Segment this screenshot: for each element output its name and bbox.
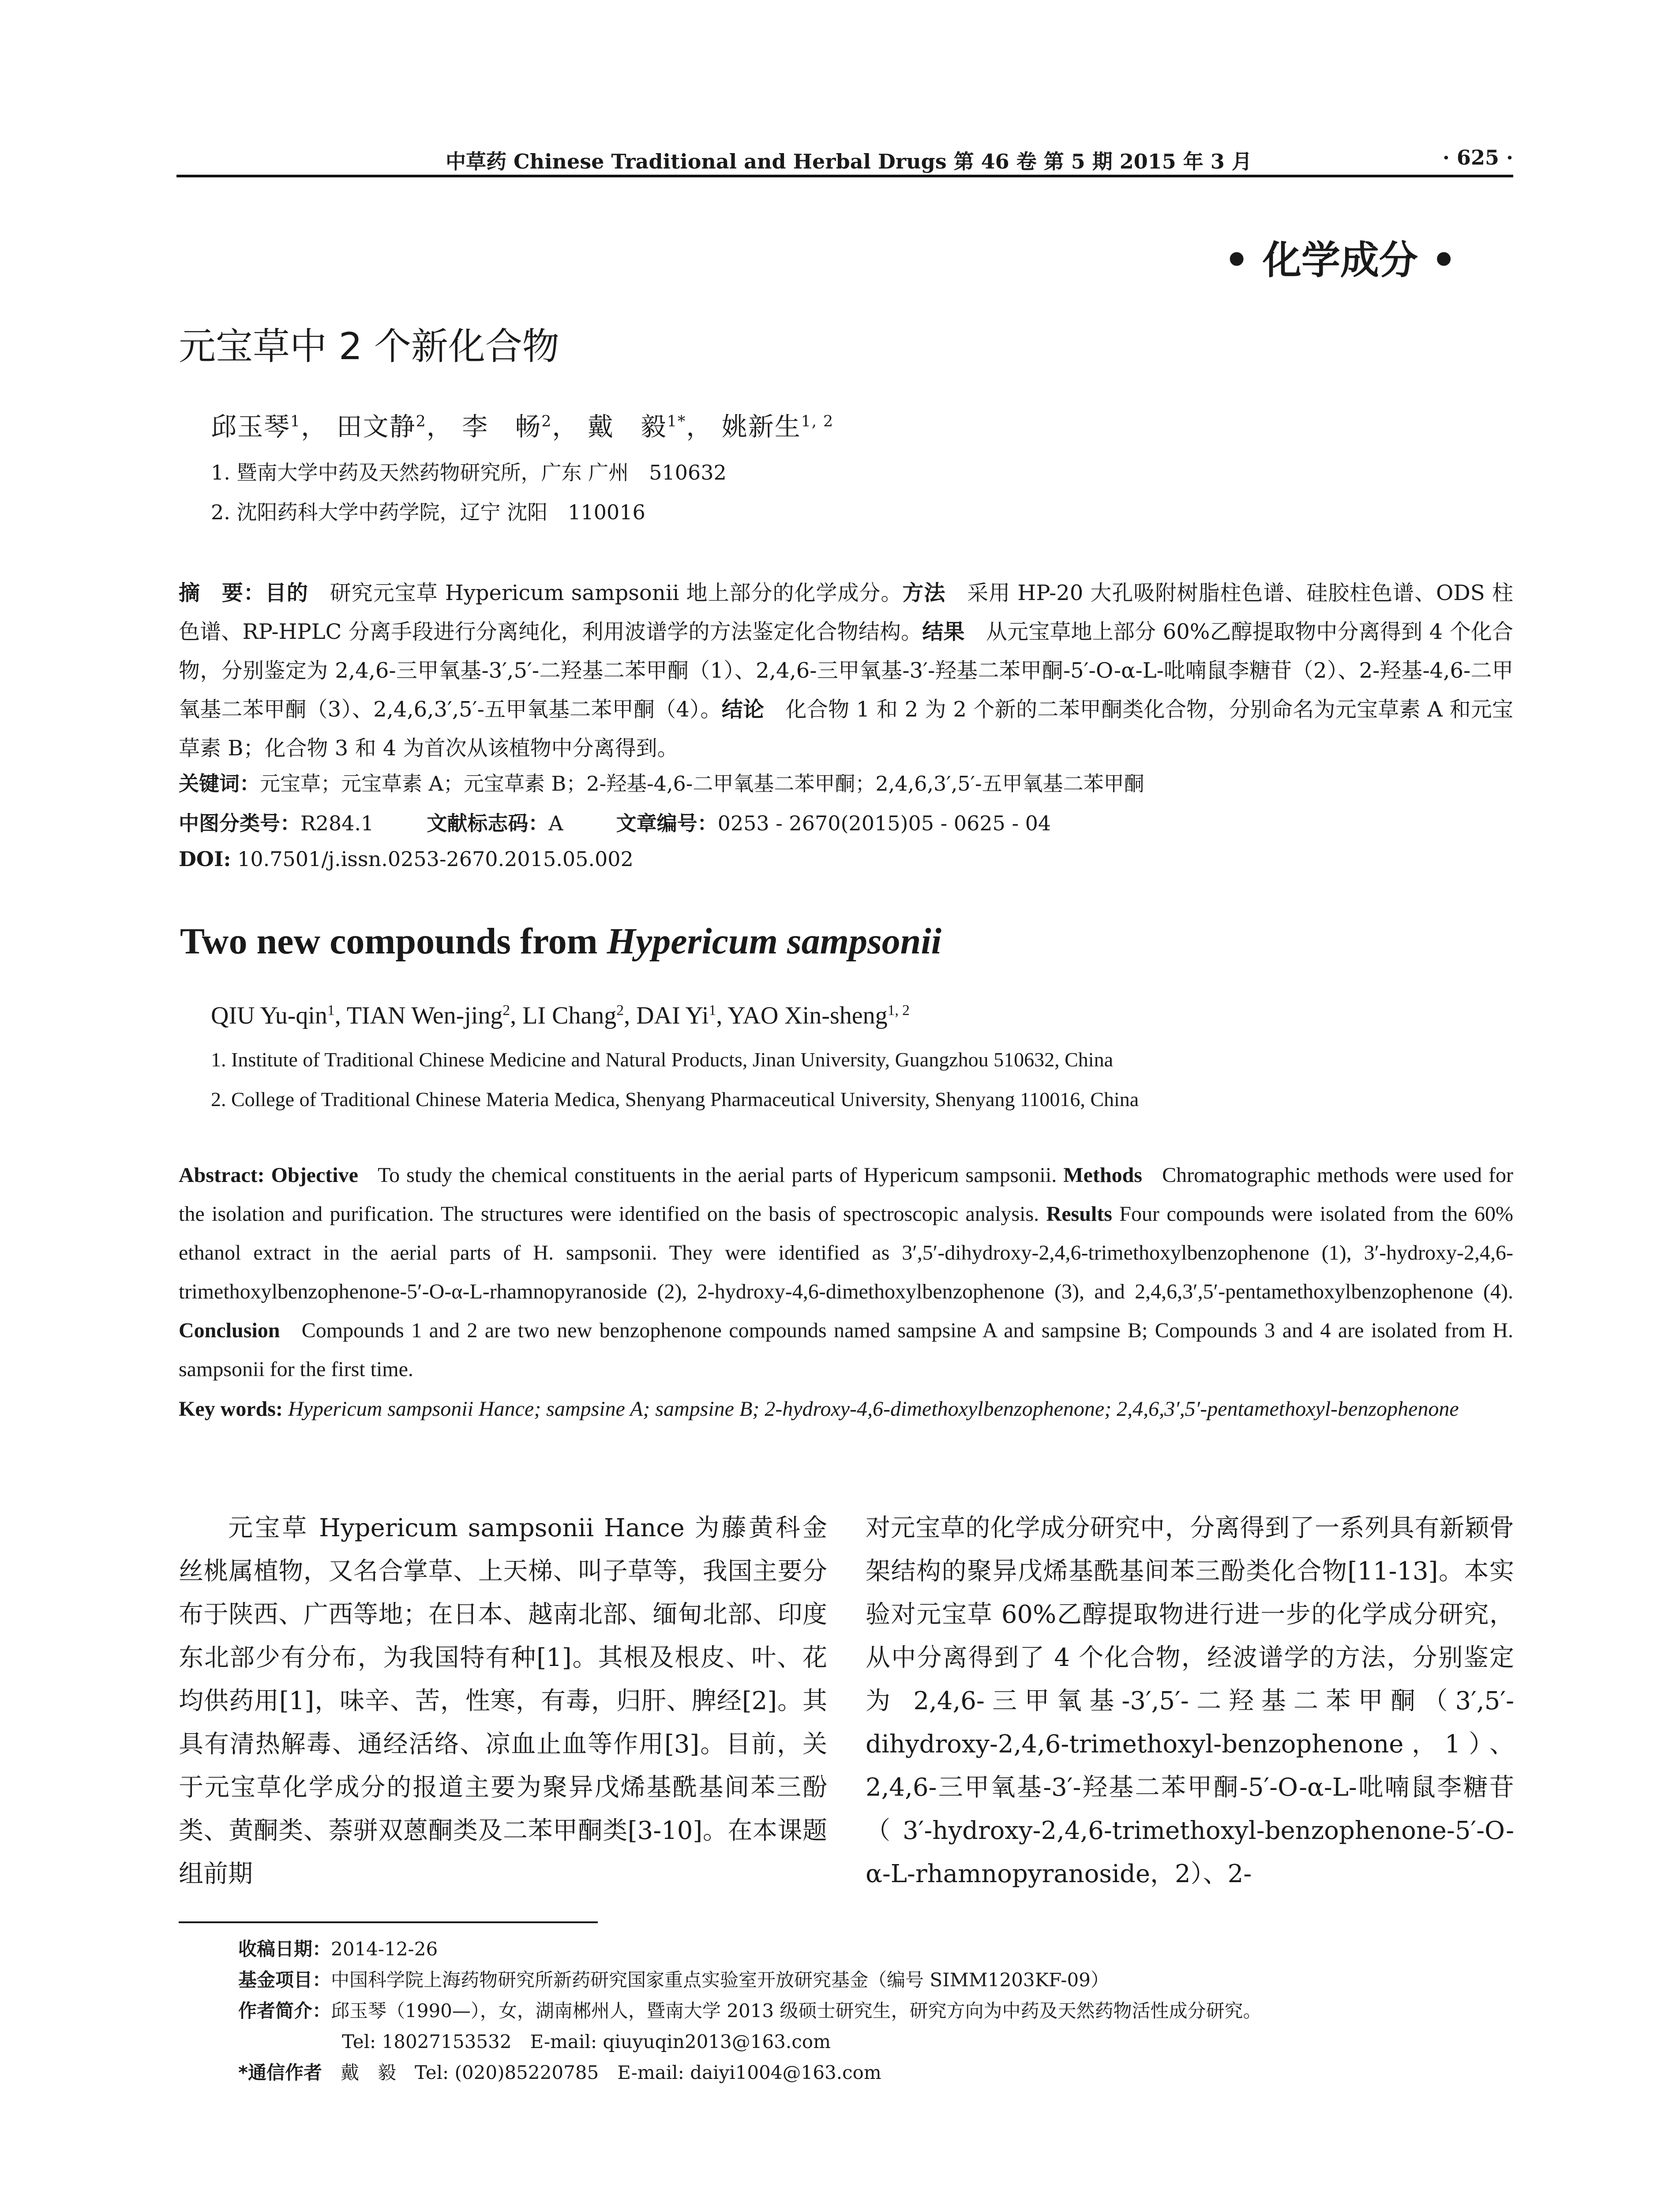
cn-author-sup: 1, 2 [801, 413, 834, 431]
fund-text: 中国科学院上海药物研究所新药研究国家重点实验室开放研究基金（编号 SIMM1203KF-09） [331, 1969, 1109, 1991]
cn-author: 戴 毅 [587, 412, 667, 442]
cn-author: 姚新生 [721, 412, 801, 442]
article-no-value: 0253 - 2670(2015)05 - 0625 - 04 [717, 811, 1051, 835]
cn-classification-line [179, 807, 1051, 837]
cn-keywords [179, 768, 1144, 797]
footnote-author-contact: Tel: 18027153532 E-mail: qiuyuqin2013@163.com [342, 2031, 831, 2052]
article-no-label: 文章编号： [616, 811, 718, 835]
en-author-sup: 1 [327, 1002, 335, 1019]
header-rule [176, 175, 1513, 177]
cn-author: 田文静 [336, 412, 416, 442]
cn-author-sup: 2 [416, 413, 427, 431]
en-results-label: Results [1046, 1202, 1112, 1226]
cn-objective-label: 目的 [265, 581, 308, 605]
en-abstract-label: Abstract: [179, 1163, 265, 1187]
en-title-species: Hypericum sampsonii [607, 921, 942, 962]
cn-title: 元宝草中 2 个新化合物 [179, 325, 559, 368]
en-affiliation: 1. Institute of Traditional Chinese Medicine and Natural Products, Jinan University, Guangzhou 510632, China [211, 1048, 1114, 1071]
en-results: Four compounds were isolated from the 60% ethanol extract in the aerial parts of H. sampsonii. They were identified as 3′,5′-dihydroxy-2,4,6-trimethoxylbenzophenone (1), 3′-hydroxy-2,4,6-trimethoxylbenzophenone-5′-O-α-L-rhamnopyranoside (2), 2-hydroxy-4,6-dimethoxylbenzophenone (3), and 2,4,6,3′,5′-pentamethoxylbenzophenone (4). [179, 1202, 1514, 1303]
body-column-right: 对元宝草的化学成分研究中，分离得到了一系列具有新颖骨架结构的聚异戊烯基酰基间苯三酚类化合物[11-13]。本实验对元宝草 60%乙醇提取物进行进一步的化学成分研究，从中分离得到了 4 个化合物，经波谱学的方法，分别鉴定为 2,4,6-三甲氧基-3′,5′-二羟基二苯甲酮（3′,5′-dihydroxy-2,4,6-trimethoxyl-benzophenone，1）、2,4,6-三甲氧基-3′-羟基二苯甲酮-5′-O-α-L-吡喃鼠李糖苷（3′-hydroxy-2,4,6-trimethoxyl-benzophenone-5′-O-α-L-rhamnopyranoside，2）、2- [866, 1514, 1514, 1888]
cn-author: 李 畅 [462, 412, 542, 442]
en-author-sup: 1 [709, 1002, 716, 1019]
en-abstract [179, 1156, 1513, 1389]
en-methods-label: Methods [1063, 1163, 1142, 1187]
cn-objective: 研究元宝草 Hypericum sampsonii 地上部分的化学成分。 [330, 581, 903, 605]
fund-label: 基金项目： [238, 1969, 331, 1991]
en-objective-label: Objective [271, 1163, 358, 1187]
doi-line [179, 847, 634, 871]
section-label: • 化学成分 • [1224, 237, 1456, 283]
body-column-left: 元宝草 Hypericum sampsonii Hance 为藤黄科金丝桃属植物，又名合掌草、上天梯、叫子草等，我国主要分布于陕西、广西等地；在日本、越南北部、缅甸北部、印度东北部少有分布，为我国特有种[1]。其根及根皮、叶、花均供药用[1]，味辛、苦，性寒，有毒，归肝、脾经[2]。其具有清热解毒、通经活络、凉血止血等作用[3]。目前，关于元宝草化学成分的报道主要为聚异戊烯基酰基间苯三酚类、黄酮类、萘骈双蒽酮类及二苯甲酮类[3-10]。在本课题组前期 [179, 1514, 827, 1888]
en-title-plain: Two new compounds from [180, 921, 607, 962]
running-header [176, 140, 1513, 176]
classification-label: 中图分类号： [179, 811, 300, 835]
cn-author-sup: 2 [541, 413, 552, 431]
en-objective: To study the chemical constituents in the aerial parts of Hypericum sampsonii. [378, 1163, 1057, 1187]
doc-code-value: A [548, 811, 563, 835]
en-author-sup: 1, 2 [887, 1002, 910, 1019]
en-author-sup: 2 [616, 1002, 624, 1019]
footnote-author [238, 1996, 1262, 2023]
cn-results: 从元宝草地上部分 60%乙醇提取物中分离得到 4 个化合物，分别鉴定为 2,4,6-三甲氧基-3′,5′-二羟基二苯甲酮（1）、2,4,6-三甲氧基-3′-羟基二苯甲酮-5′-O-α-L-吡喃鼠李糖苷（2）、2-羟基-4,6-二甲氧基二苯甲酮（3）、2,4,6,3′,5′-五甲氧基二苯甲酮（4）。 [179, 619, 1513, 722]
footnote-rule [179, 1921, 598, 1923]
en-authors: QIU Yu-qin$^1$, TIAN Wen-jing$^2$, LI Chang$^2$, DAI Yi$^1$, YAO Xin-sheng$^{1, 2}$ [211, 1002, 910, 1029]
en-keywords-text: Hypericum sampsonii Hance; sampsine A; sampsine B; 2-hydroxy-4,6-dimethoxylbenzophenone; 2,4,6,3′,5′-pentamethoxyl-benzophenone [288, 1397, 1459, 1421]
page-number: · 625 · [1442, 146, 1513, 169]
author-bio-label: 作者简介： [238, 2000, 331, 2022]
cn-methods-label: 方法 [902, 581, 946, 605]
footnote-corresponding [238, 2058, 881, 2085]
doi-label: DOI: [179, 847, 231, 871]
en-author: QIU Yu-qin [211, 1002, 327, 1029]
footnote-fund [238, 1966, 1109, 1992]
cn-authors: 邱玉琴$^1$， 田文静$^2$， 李 畅$^2$， 戴 毅$^{1*}$， 姚新生$^{1, 2}$ [211, 412, 834, 442]
doc-code-label: 文献标志码： [427, 811, 549, 835]
corresponding-text: 戴 毅 Tel: (020)85220785 E-mail: daiyi1004@163.com [340, 2062, 881, 2083]
cn-conclusion: 化合物 1 和 2 为 2 个新的二苯甲酮类化合物，分别命名为元宝草素 A 和元宝草素 B；化合物 3 和 4 为首次从该植物中分离得到。 [179, 697, 1513, 761]
cn-keywords-label: 关键词： [179, 772, 260, 795]
footnote-received [238, 1935, 438, 1961]
received-date: 2014-12-26 [331, 1938, 438, 1960]
cn-methods: 采用 HP-20 大孔吸附树脂柱色谱、硅胶柱色谱、ODS 柱色谱、RP-HPLC 分离手段进行分离纯化，利用波谱学的方法鉴定化合物结构。 [179, 581, 1513, 644]
author-bio: 邱玉琴（1990—），女，湖南郴州人，暨南大学 2013 级硕士研究生，研究方向为中药及天然药物活性成分研究。 [331, 2000, 1262, 2022]
classification-value: R284.1 [300, 811, 374, 835]
received-label: 收稿日期： [238, 1938, 331, 1960]
en-author: DAI Yi [636, 1002, 709, 1029]
cn-author-sup: 1* [667, 413, 686, 431]
cn-results-label: 结果 [922, 619, 965, 644]
en-author: LI Chang [522, 1002, 617, 1029]
journal-info: 中草药 Chinese Traditional and Herbal Drugs 第 46 卷 第 5 期 2015 年 3 月 [446, 150, 1252, 173]
cn-abstract-label: 摘 要： [179, 581, 265, 605]
corresponding-label: *通信作者 [238, 2062, 322, 2083]
en-conclusion: Compounds 1 and 2 are two new benzophenone compounds named sampsine A and sampsine B; Compounds 3 and 4 are isolated from H. sampsonii for the first time. [179, 1319, 1514, 1381]
en-methods: Chromatographic methods were used for the isolation and purification. The structures were identified on the basis of spectroscopic analysis. [179, 1163, 1514, 1226]
cn-conclusion-label: 结论 [721, 697, 765, 722]
en-title [180, 920, 941, 963]
en-author-sup: 2 [502, 1002, 510, 1019]
cn-abstract [179, 574, 1513, 768]
en-affiliation: 2. College of Traditional Chinese Materia Medica, Shenyang Pharmaceutical University, Shenyang 110016, China [211, 1088, 1139, 1111]
en-author: YAO Xin-sheng [728, 1002, 888, 1029]
doi-value: 10.7501/j.issn.0253-2670.2015.05.002 [237, 847, 634, 871]
en-conclusion-label: Conclusion [179, 1319, 280, 1342]
cn-author: 邱玉琴 [211, 412, 291, 442]
cn-affiliation: 2. 沈阳药科大学中药学院，辽宁 沈阳 110016 [211, 500, 645, 524]
cn-author-sup: 1 [290, 413, 301, 431]
cn-affiliation: 1. 暨南大学中药及天然药物研究所，广东 广州 510632 [211, 461, 727, 484]
en-keywords-label: Key words: [179, 1397, 283, 1421]
en-author: TIAN Wen-jing [346, 1002, 503, 1029]
en-keywords [179, 1390, 1513, 1429]
cn-keywords-text: 元宝草；元宝草素 A；元宝草素 B；2-羟基-4,6-二甲氧基二苯甲酮；2,4,6,3′,5′-五甲氧基二苯甲酮 [260, 772, 1144, 795]
